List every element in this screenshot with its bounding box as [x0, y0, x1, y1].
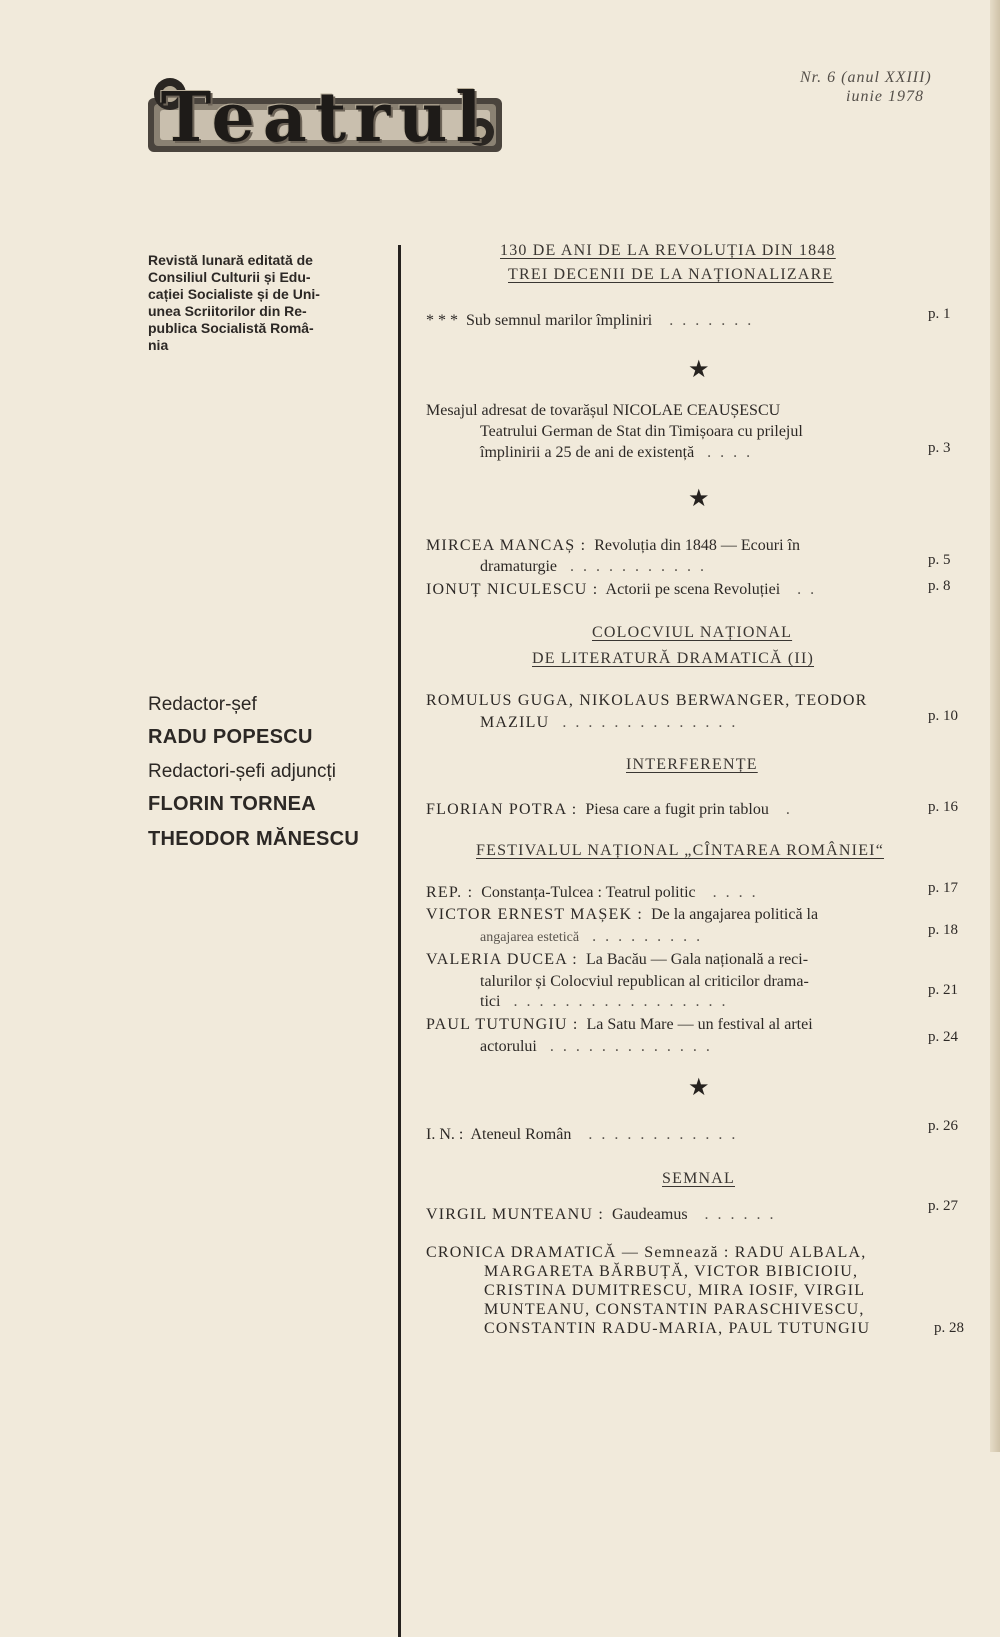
toc-author: FLORIAN POTRA : [426, 801, 578, 818]
toc-entry-line: CRISTINA DUMITRESCU, MIRA IOSIF, VIRGIL [484, 1282, 866, 1299]
section-heading: INTERFERENȚE [626, 756, 758, 773]
toc-title: De la angajarea politică la [651, 906, 819, 923]
toc-entry-line: CRONICA DRAMATICĂ — Semnează : RADU ALBALA, [426, 1244, 867, 1261]
toc-title: Gaudeamus [612, 1206, 688, 1223]
publisher-line: Revistă lunară editată de [148, 252, 313, 268]
toc-title: La Bacău — Gala națională a reci- [585, 951, 809, 968]
deputy-editor-name: FLORIN TORNEA [148, 793, 316, 815]
toc-entry: FLORIAN POTRA : Piesa care a fugit prin tablou . [426, 801, 799, 818]
toc-author: * * * [426, 312, 458, 329]
publisher-line: unea Scriitorilor din Re- [148, 303, 307, 319]
star-icon: ★ [688, 486, 710, 512]
toc-title: Revoluția din 1848 — Ecouri în [594, 537, 800, 554]
toc-entry: IONUȚ NICULESCU : Actorii pe scena Revoluției .. [426, 581, 824, 598]
toc-author: VIRGIL MUNTEANU : [426, 1206, 605, 1223]
chief-editor-label: Redactor-șef [148, 694, 257, 715]
page-edge [990, 0, 1000, 1452]
toc-author: IONUȚ NICULESCU : [426, 581, 599, 598]
toc-entry-line: MUNTEANU, CONSTANTIN PARASCHIVESCU, [484, 1301, 865, 1318]
publisher-line: nia [148, 337, 169, 353]
toc-entry: VIRGIL MUNTEANU : Gaudeamus ...... [426, 1206, 783, 1223]
toc-page: p. 18 [928, 922, 958, 938]
toc-page: p. 5 [928, 552, 951, 568]
toc-page: p. 10 [928, 708, 958, 724]
issue-date: iunie 1978 [846, 88, 924, 105]
toc-entry [426, 537, 800, 555]
section-heading: DE LITERATURĂ DRAMATICĂ (II) [532, 650, 815, 667]
star-icon: ★ [688, 1075, 710, 1101]
toc-author: VICTOR ERNEST MAȘEK : [426, 906, 644, 923]
toc-page: p. 28 [934, 1320, 964, 1336]
toc-title: Piesa care a fugit prin tablou [585, 801, 769, 818]
toc-page: p. 24 [928, 1029, 958, 1045]
toc-author: I. N. : [426, 1126, 464, 1143]
section-heading: SEMNAL [662, 1170, 735, 1187]
toc-title: Sub semnul marilor împliniri [466, 312, 653, 329]
toc-page: p. 1 [928, 306, 951, 322]
toc-page: p. 16 [928, 799, 958, 815]
toc-entry: * * * Sub semnul marilor împliniri ....... [426, 312, 761, 329]
toc-title: Actorii pe scena Revoluției [605, 581, 781, 598]
toc-entry [426, 1016, 813, 1034]
toc-page: p. 17 [928, 880, 958, 896]
toc-page: p. 3 [928, 440, 951, 456]
toc-entry-line: CONSTANTIN RADU-MARIA, PAUL TUTUNGIU [484, 1320, 871, 1337]
toc-entry-line: dramaturgie ........... [480, 558, 714, 575]
toc-entry-line: tici ................. [480, 993, 735, 1010]
toc-page: p. 26 [928, 1118, 958, 1134]
publisher-line: publica Socialistă Româ- [148, 320, 314, 336]
column-divider [398, 245, 401, 1637]
toc-title: La Satu Mare — un festival al artei [586, 1016, 813, 1033]
toc-entry-line: angajarea estetică ......... [480, 928, 710, 945]
toc-entry-line: MAZILU .............. [480, 714, 745, 731]
toc-entry [426, 906, 818, 924]
issue-number: Nr. 6 (anul XXIII) [800, 69, 932, 86]
section-heading: COLOCVIUL NAȚIONAL [592, 624, 793, 641]
toc-page: p. 8 [928, 578, 951, 594]
toc-author: MIRCEA MANCAȘ : [426, 537, 587, 554]
star-icon: ★ [688, 357, 710, 383]
masthead-title: Teatrul [160, 78, 490, 158]
publisher-line: Consiliul Culturii și Edu- [148, 269, 311, 285]
deputy-editors-label: Redactori-șefi adjuncți [148, 761, 336, 782]
toc-entry-line: talurilor și Colocviul republican al criticilor drama- [480, 973, 809, 990]
toc-page: p. 27 [928, 1198, 958, 1214]
toc-author: PAUL TUTUNGIU : [426, 1016, 579, 1033]
issue-info [800, 68, 980, 106]
chief-editor-name: RADU POPESCU [148, 726, 313, 748]
toc-entry-line: ROMULUS GUGA, NIKOLAUS BERWANGER, TEODOR [426, 692, 868, 709]
deputy-editor-name: THEODOR MĂNESCU [148, 828, 360, 850]
toc-entry: I. N. : Ateneul Român ............ [426, 1126, 745, 1143]
section-heading: FESTIVALUL NAȚIONAL „CÎNTAREA ROMÂNIEI“ [476, 842, 884, 859]
toc-title: Constanța-Tulcea : Teatrul politic [481, 884, 696, 901]
toc-entry-line: împlinirii a 25 de ani de existență .... [480, 444, 760, 461]
section-heading: TREI DECENII DE LA NAȚIONALIZARE [508, 266, 834, 283]
toc-entry-line: Teatrului German de Stat din Timișoara cu prilejul [480, 423, 803, 440]
toc-entry: REP. : Constanța-Tulcea : Teatrul politic .... [426, 884, 765, 901]
toc-title: Ateneul Român [470, 1126, 572, 1143]
toc-author: REP. : [426, 884, 474, 901]
masthead-logo [140, 72, 510, 164]
editorial-board [148, 694, 388, 863]
toc-entry [426, 951, 808, 969]
toc-entry-line: Mesajul adresat de tovarășul NICOLAE CEAUȘESCU [426, 402, 781, 419]
toc-entry-line: actorului ............. [480, 1038, 719, 1055]
section-heading: 130 DE ANI DE LA REVOLUȚIA DIN 1848 [500, 242, 836, 259]
toc-entry-line: MARGARETA BĂRBUȚĂ, VICTOR BIBICIOIU, [484, 1263, 859, 1280]
toc-author: VALERIA DUCEA : [426, 951, 578, 968]
publisher-line: cației Socialiste și de Uni- [148, 286, 320, 302]
publisher-note [148, 252, 374, 354]
toc-page: p. 21 [928, 982, 958, 998]
